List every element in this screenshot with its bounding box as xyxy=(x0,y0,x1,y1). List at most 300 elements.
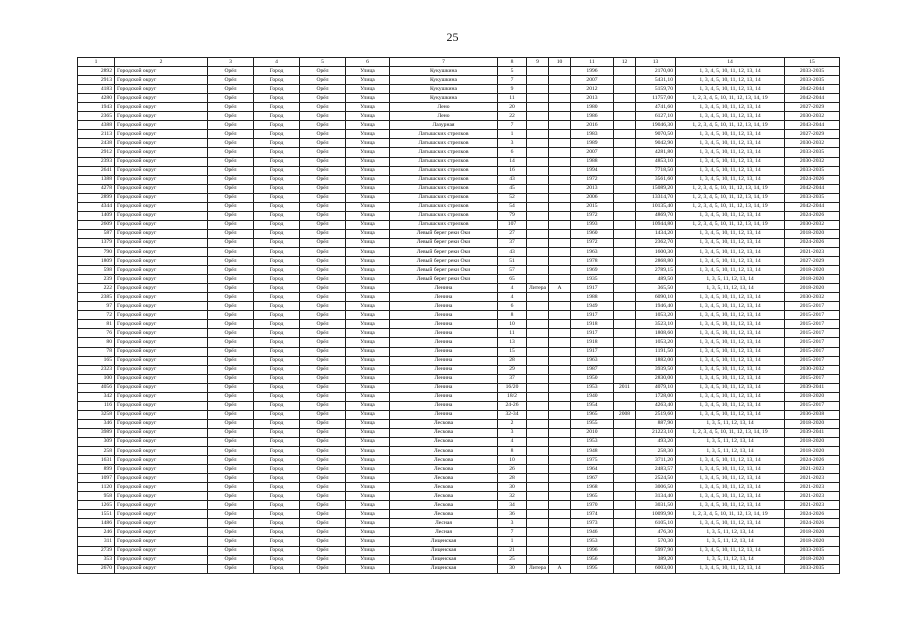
table-cell-col-10 xyxy=(549,184,571,193)
table-cell-col-15: 2039-2041 xyxy=(785,383,840,392)
table-cell-col-12 xyxy=(614,293,636,302)
table-cell-col-10: А xyxy=(549,284,571,293)
table-cell-col-15: 2033-2035 xyxy=(785,67,840,76)
table-cell-col-7: Латышских стрелков xyxy=(390,166,498,175)
table-cell-col-2: Городской округ xyxy=(115,410,208,419)
table-cell-col-1: 2393 xyxy=(78,157,115,166)
table-cell-col-12 xyxy=(614,320,636,329)
table-cell-col-14: 1, 3, 4, 5, 10, 11, 12, 13, 14 xyxy=(676,139,785,148)
table-cell-col-15: 2027-2029 xyxy=(785,257,840,266)
table-cell-col-13: 3711,20 xyxy=(636,456,676,465)
table-cell-col-1: 4280 xyxy=(78,94,115,103)
table-cell-col-7: Ленина xyxy=(390,347,498,356)
table-row xyxy=(78,247,840,256)
table-cell-col-1: 4278 xyxy=(78,184,115,193)
table-cell-col-10 xyxy=(549,175,571,184)
table-cell-col-2: Городской округ xyxy=(115,193,208,202)
table-cell-col-9 xyxy=(527,238,549,247)
table-cell-col-5: Орёл xyxy=(300,275,346,284)
table-cell-col-3: Орёл xyxy=(208,311,254,320)
table-cell-col-8: 10 xyxy=(498,456,527,465)
table-cell-col-7: Ленина xyxy=(390,338,498,347)
table-cell-col-5: Орёл xyxy=(300,193,346,202)
table-cell-col-8: 7 xyxy=(498,121,527,130)
table-cell-col-8: 43 xyxy=(498,247,527,256)
table-cell-col-8: 3 xyxy=(498,519,527,528)
table-cell-col-8: 32-34 xyxy=(498,410,527,419)
table-cell-col-2: Городской округ xyxy=(115,546,208,555)
table-cell-col-9 xyxy=(527,103,549,112)
table-cell-col-4: Город xyxy=(254,103,300,112)
table-cell-col-11: 1980 xyxy=(571,103,614,112)
table-cell-col-14: 1, 3, 5, 11, 12, 13, 14 xyxy=(676,555,785,564)
table-cell-col-15: 2027-2029 xyxy=(785,103,840,112)
table-cell-col-7: Ленина xyxy=(390,284,498,293)
table-cell-col-5: Орёл xyxy=(300,546,346,555)
table-cell-col-9 xyxy=(527,465,549,474)
table-cell-col-5: Орёл xyxy=(300,338,346,347)
table-cell-col-7: Кукушкина xyxy=(390,85,498,94)
table-cell-col-15: 2015-2017 xyxy=(785,320,840,329)
table-cell-col-13: 4263,40 xyxy=(636,401,676,410)
table-row xyxy=(78,356,840,365)
table-cell-col-7: Ленина xyxy=(390,311,498,320)
table-cell-col-9 xyxy=(527,419,549,428)
table-cell-col-7: Лескова xyxy=(390,501,498,510)
table-cell-col-3: Орёл xyxy=(208,211,254,220)
table-row xyxy=(78,184,840,193)
table-cell-col-11: 2013 xyxy=(571,94,614,103)
table-cell-col-14: 1, 3, 4, 5, 10, 11, 12, 13, 14 xyxy=(676,166,785,175)
table-cell-col-5: Орёл xyxy=(300,437,346,446)
table-cell-col-8: 79 xyxy=(498,211,527,220)
table-cell-col-14: 1, 3, 4, 5, 10, 11, 12, 13, 14 xyxy=(676,67,785,76)
table-cell-col-11: 1989 xyxy=(571,139,614,148)
table-cell-col-1: 4183 xyxy=(78,85,115,94)
table-cell-col-6: Улица xyxy=(346,419,390,428)
table-cell-col-2: Городской округ xyxy=(115,338,208,347)
table-cell-col-12 xyxy=(614,492,636,501)
table-cell-col-7: Латышских стрелков xyxy=(390,148,498,157)
table-cell-col-1: 346 xyxy=(78,419,115,428)
table-cell-col-15: 2018-2020 xyxy=(785,392,840,401)
column-header-2: 2 xyxy=(115,58,208,67)
table-cell-col-7: Латышских стрелков xyxy=(390,175,498,184)
table-cell-col-12 xyxy=(614,148,636,157)
table-cell-col-1: 222 xyxy=(78,284,115,293)
table-cell-col-2: Городской округ xyxy=(115,76,208,85)
table-cell-col-12 xyxy=(614,275,636,284)
table-cell-col-8: 25 xyxy=(498,555,527,564)
table-cell-col-2: Городской округ xyxy=(115,392,208,401)
table-cell-col-2: Городской округ xyxy=(115,148,208,157)
table-cell-col-11: 1972 xyxy=(571,238,614,247)
table-cell-col-2: Городской округ xyxy=(115,437,208,446)
table-cell-col-12 xyxy=(614,519,636,528)
table-cell-col-10 xyxy=(549,428,571,437)
table-cell-col-15: 2015-2017 xyxy=(785,302,840,311)
table-cell-col-10 xyxy=(549,447,571,456)
table-cell-col-13: 1600,30 xyxy=(636,247,676,256)
table-cell-col-10 xyxy=(549,76,571,85)
table-cell-col-15: 2021-2023 xyxy=(785,492,840,501)
column-header-7: 7 xyxy=(390,58,498,67)
table-cell-col-3: Орёл xyxy=(208,320,254,329)
table-cell-col-11: 1995 xyxy=(571,564,614,573)
table-cell-col-1: 1486 xyxy=(78,519,115,528)
table-cell-col-2: Городской округ xyxy=(115,311,208,320)
table-cell-col-2: Городской округ xyxy=(115,202,208,211)
table-cell-col-2: Городской округ xyxy=(115,157,208,166)
column-header-6: 6 xyxy=(346,58,390,67)
table-cell-col-11: 1917 xyxy=(571,311,614,320)
table-cell-col-15: 2030-2032 xyxy=(785,293,840,302)
table-cell-col-5: Орёл xyxy=(300,139,346,148)
table-cell-col-1: 958 xyxy=(78,492,115,501)
table-cell-col-1: 80 xyxy=(78,338,115,347)
table-cell-col-9 xyxy=(527,474,549,483)
table-cell-col-14: 1, 3, 4, 5, 10, 11, 12, 13, 14 xyxy=(676,257,785,266)
table-cell-col-6: Улица xyxy=(346,392,390,401)
table-cell-col-3: Орёл xyxy=(208,564,254,573)
table-cell-col-6: Улица xyxy=(346,229,390,238)
table-cell-col-15: 2018-2020 xyxy=(785,537,840,546)
table-cell-col-13: 4869,70 xyxy=(636,211,676,220)
table-cell-col-15: 2024-2026 xyxy=(785,175,840,184)
table-cell-col-4: Город xyxy=(254,76,300,85)
table-cell-col-2: Городской округ xyxy=(115,67,208,76)
table-cell-col-10 xyxy=(549,220,571,229)
table-cell-col-13: 10135,40 xyxy=(636,202,676,211)
table-cell-col-4: Город xyxy=(254,175,300,184)
table-cell-col-1: 2113 xyxy=(78,130,115,139)
table-cell-col-12 xyxy=(614,257,636,266)
table-cell-col-14: 1, 3, 4, 5, 10, 11, 12, 13, 14 xyxy=(676,85,785,94)
table-cell-col-12 xyxy=(614,401,636,410)
table-cell-col-6: Улица xyxy=(346,293,390,302)
table-cell-col-10 xyxy=(549,211,571,220)
table-cell-col-12 xyxy=(614,302,636,311)
table-cell-col-9 xyxy=(527,166,549,175)
table-cell-col-11: 1946 xyxy=(571,528,614,537)
table-row xyxy=(78,338,840,347)
table-cell-col-15: 2015-2017 xyxy=(785,347,840,356)
table-cell-col-9 xyxy=(527,510,549,519)
table-cell-col-5: Орёл xyxy=(300,112,346,121)
table-cell-col-5: Орёл xyxy=(300,247,346,256)
table-cell-col-7: Левый берег реки Оки xyxy=(390,266,498,275)
table-row xyxy=(78,229,840,238)
table-cell-col-5: Орёл xyxy=(300,157,346,166)
table-cell-col-6: Улица xyxy=(346,175,390,184)
table-cell-col-15: 2033-2035 xyxy=(785,76,840,85)
table-cell-col-8: 27 xyxy=(498,229,527,238)
table-cell-col-13: 5431,10 xyxy=(636,76,676,85)
table-cell-col-1: 1120 xyxy=(78,483,115,492)
table-row xyxy=(78,474,840,483)
table-cell-col-12 xyxy=(614,229,636,238)
table-cell-col-12 xyxy=(614,139,636,148)
table-row xyxy=(78,130,840,139)
table-cell-col-2: Городской округ xyxy=(115,474,208,483)
table-cell-col-7: Кукушкина xyxy=(390,94,498,103)
table-cell-col-8: 9 xyxy=(498,85,527,94)
table-cell-col-7: Лазурная xyxy=(390,121,498,130)
table-cell-col-12 xyxy=(614,365,636,374)
table-cell-col-15: 2021-2023 xyxy=(785,501,840,510)
table-cell-col-11: 1918 xyxy=(571,320,614,329)
table-cell-col-8: 21 xyxy=(498,546,527,555)
table-cell-col-4: Город xyxy=(254,247,300,256)
table-cell-col-10 xyxy=(549,537,571,546)
table-cell-col-9 xyxy=(527,112,549,121)
table-cell-col-14: 1, 3, 5, 11, 12, 13, 14 xyxy=(676,284,785,293)
table-cell-col-12 xyxy=(614,130,636,139)
table-cell-col-13: 365,50 xyxy=(636,284,676,293)
table-row xyxy=(78,275,840,284)
table-cell-col-10 xyxy=(549,229,571,238)
table-cell-col-6: Улица xyxy=(346,85,390,94)
table-cell-col-5: Орёл xyxy=(300,94,346,103)
table-cell-col-9 xyxy=(527,211,549,220)
table-cell-col-4: Город xyxy=(254,211,300,220)
table-cell-col-9 xyxy=(527,528,549,537)
table-cell-col-1: 239 xyxy=(78,275,115,284)
table-cell-col-9 xyxy=(527,365,549,374)
table-cell-col-14: 1, 2, 3, 4, 5, 10, 11, 12, 13, 14, 19 xyxy=(676,220,785,229)
table-cell-col-15: 2018-2020 xyxy=(785,275,840,284)
column-header-4: 4 xyxy=(254,58,300,67)
table-cell-col-11: 1973 xyxy=(571,519,614,528)
table-cell-col-10 xyxy=(549,356,571,365)
table-cell-col-2: Городской округ xyxy=(115,94,208,103)
table-cell-col-13: 9070,50 xyxy=(636,130,676,139)
table-cell-col-4: Город xyxy=(254,356,300,365)
table-cell-col-13: 258,30 xyxy=(636,447,676,456)
table-row xyxy=(78,419,840,428)
table-cell-col-11: 1963 xyxy=(571,356,614,365)
table-cell-col-3: Орёл xyxy=(208,410,254,419)
table-cell-col-6: Улица xyxy=(346,374,390,383)
table-cell-col-12 xyxy=(614,456,636,465)
table-cell-col-11: 1940 xyxy=(571,392,614,401)
table-cell-col-10 xyxy=(549,501,571,510)
table-cell-col-13: 9042,90 xyxy=(636,139,676,148)
table-cell-col-9 xyxy=(527,184,549,193)
table-cell-col-1: 1631 xyxy=(78,456,115,465)
table-cell-col-7: Левый берег реки Оки xyxy=(390,257,498,266)
table-cell-col-4: Город xyxy=(254,465,300,474)
table-cell-col-5: Орёл xyxy=(300,392,346,401)
table-cell-col-7: Ленина xyxy=(390,374,498,383)
table-row xyxy=(78,537,840,546)
table-cell-col-5: Орёл xyxy=(300,483,346,492)
table-cell-col-3: Орёл xyxy=(208,166,254,175)
table-cell-col-13: 1191,50 xyxy=(636,347,676,356)
table-cell-col-13: 476,30 xyxy=(636,528,676,537)
table-cell-col-9 xyxy=(527,220,549,229)
table-cell-col-9 xyxy=(527,356,549,365)
table-cell-col-7: Ленина xyxy=(390,383,498,392)
table-cell-col-1: 2438 xyxy=(78,139,115,148)
table-cell-col-1: 2365 xyxy=(78,112,115,121)
table-cell-col-11: 1983 xyxy=(571,130,614,139)
table-cell-col-6: Улица xyxy=(346,103,390,112)
table-cell-col-15: 2018-2020 xyxy=(785,555,840,564)
table-cell-col-1: 258 xyxy=(78,447,115,456)
table-cell-col-15: 2042-2044 xyxy=(785,94,840,103)
table-cell-col-5: Орёл xyxy=(300,130,346,139)
table-cell-col-12 xyxy=(614,211,636,220)
table-cell-col-11: 1956 xyxy=(571,555,614,564)
page-number: 25 xyxy=(446,30,459,44)
table-cell-col-5: Орёл xyxy=(300,284,346,293)
table-cell-col-13: 1053,20 xyxy=(636,338,676,347)
table-cell-col-1: 899 xyxy=(78,465,115,474)
table-cell-col-6: Улица xyxy=(346,166,390,175)
table-row xyxy=(78,555,840,564)
table-cell-col-1: 2899 xyxy=(78,193,115,202)
table-cell-col-5: Орёл xyxy=(300,329,346,338)
table-cell-col-9 xyxy=(527,392,549,401)
table-cell-col-7: Ленина xyxy=(390,365,498,374)
table-cell-col-8: 32 xyxy=(498,492,527,501)
table-cell-col-13: 489,50 xyxy=(636,275,676,284)
column-header-3: 3 xyxy=(208,58,254,67)
table-cell-col-10 xyxy=(549,67,571,76)
table-cell-col-1: 97 xyxy=(78,302,115,311)
table-cell-col-15: 2015-2017 xyxy=(785,374,840,383)
table-cell-col-2: Городской округ xyxy=(115,528,208,537)
table-cell-col-4: Город xyxy=(254,166,300,175)
table-cell-col-6: Улица xyxy=(346,157,390,166)
table-cell-col-10 xyxy=(549,166,571,175)
table-cell-col-7: Лескова xyxy=(390,419,498,428)
table-cell-col-13: 2868,80 xyxy=(636,257,676,266)
table-cell-col-14: 1, 3, 5, 11, 12, 13, 14 xyxy=(676,528,785,537)
table-cell-col-5: Орёл xyxy=(300,85,346,94)
table-cell-col-10 xyxy=(549,456,571,465)
table-cell-col-3: Орёл xyxy=(208,383,254,392)
table-row xyxy=(78,284,840,293)
table-cell-col-3: Орёл xyxy=(208,347,254,356)
table-cell-col-3: Орёл xyxy=(208,537,254,546)
table-cell-col-13: 493,20 xyxy=(636,437,676,446)
table-cell-col-8: 11 xyxy=(498,94,527,103)
table-cell-col-15: 2036-2038 xyxy=(785,410,840,419)
table-cell-col-11: 1960 xyxy=(571,229,614,238)
table-cell-col-2: Городской округ xyxy=(115,275,208,284)
table-cell-col-14: 1, 2, 3, 4, 5, 10, 11, 12, 13, 14, 19 xyxy=(676,193,785,202)
table-cell-col-11: 2013 xyxy=(571,184,614,193)
table-cell-col-15: 2015-2017 xyxy=(785,401,840,410)
column-header-5: 5 xyxy=(300,58,346,67)
table-cell-col-8: 30 xyxy=(498,564,527,573)
table-cell-col-2: Городской округ xyxy=(115,229,208,238)
table-cell-col-3: Орёл xyxy=(208,94,254,103)
table-cell-col-14: 1, 3, 4, 5, 10, 11, 12, 13, 14 xyxy=(676,103,785,112)
table-cell-col-4: Город xyxy=(254,410,300,419)
table-cell-col-10 xyxy=(549,257,571,266)
table-cell-col-2: Городской округ xyxy=(115,564,208,573)
table-cell-col-10 xyxy=(549,157,571,166)
table-cell-col-6: Улица xyxy=(346,510,390,519)
table-cell-col-8: 1 xyxy=(498,130,527,139)
table-cell-col-1: 1943 xyxy=(78,103,115,112)
table-cell-col-3: Орёл xyxy=(208,447,254,456)
table-cell-col-5: Орёл xyxy=(300,428,346,437)
column-header-12: 12 xyxy=(614,58,636,67)
table-cell-col-2: Городской округ xyxy=(115,356,208,365)
table-cell-col-9 xyxy=(527,76,549,85)
table-cell-col-14: 1, 3, 4, 5, 10, 11, 12, 13, 14 xyxy=(676,347,785,356)
table-cell-col-14: 1, 2, 3, 4, 5, 10, 11, 12, 13, 14, 19 xyxy=(676,510,785,519)
table-cell-col-12 xyxy=(614,419,636,428)
table-cell-col-5: Орёл xyxy=(300,401,346,410)
column-number-row xyxy=(78,58,840,67)
table-cell-col-3: Орёл xyxy=(208,492,254,501)
table-cell-col-5: Орёл xyxy=(300,419,346,428)
table-cell-col-5: Орёл xyxy=(300,211,346,220)
table-cell-col-11: 1918 xyxy=(571,338,614,347)
table-cell-col-13: 2170,00 xyxy=(636,67,676,76)
table-cell-col-7: Ленина xyxy=(390,302,498,311)
table-cell-col-7: Лескова xyxy=(390,437,498,446)
table-cell-col-9 xyxy=(527,501,549,510)
table-cell-col-10 xyxy=(549,121,571,130)
table-cell-col-6: Улица xyxy=(346,546,390,555)
table-cell-col-11: 1967 xyxy=(571,474,614,483)
table-cell-col-6: Улица xyxy=(346,447,390,456)
table-cell-col-12 xyxy=(614,329,636,338)
table-cell-col-12 xyxy=(614,537,636,546)
table-cell-col-8: 2 xyxy=(498,419,527,428)
table-cell-col-12 xyxy=(614,94,636,103)
table-cell-col-7: Ленина xyxy=(390,401,498,410)
table-cell-col-13: 1946,40 xyxy=(636,302,676,311)
table-row xyxy=(78,94,840,103)
table-cell-col-11: 1974 xyxy=(571,510,614,519)
table-cell-col-2: Городской округ xyxy=(115,302,208,311)
table-cell-col-12 xyxy=(614,356,636,365)
table-cell-col-13: 1808,60 xyxy=(636,329,676,338)
table-cell-col-11: 2007 xyxy=(571,148,614,157)
table-cell-col-10 xyxy=(549,112,571,121)
table-cell-col-12 xyxy=(614,437,636,446)
table-cell-col-11: 1953 xyxy=(571,537,614,546)
table-cell-col-15: 2033-2035 xyxy=(785,564,840,573)
table-cell-col-13: 11757,00 xyxy=(636,94,676,103)
table-cell-col-1: 100 xyxy=(78,374,115,383)
table-cell-col-11: 1965 xyxy=(571,492,614,501)
table-cell-col-11: 1917 xyxy=(571,329,614,338)
table-cell-col-7: Ленина xyxy=(390,293,498,302)
table-cell-col-13: 3523,10 xyxy=(636,320,676,329)
table-cell-col-6: Улица xyxy=(346,148,390,157)
table-cell-col-15: 2024-2026 xyxy=(785,211,840,220)
table-row xyxy=(78,103,840,112)
table-cell-col-3: Орёл xyxy=(208,401,254,410)
table-cell-col-3: Орёл xyxy=(208,419,254,428)
table-cell-col-12 xyxy=(614,112,636,121)
table-cell-col-4: Город xyxy=(254,519,300,528)
table-cell-col-3: Орёл xyxy=(208,374,254,383)
table-cell-col-13: 6105,10 xyxy=(636,519,676,528)
table-cell-col-15: 2033-2035 xyxy=(785,193,840,202)
table-cell-col-14: 1, 3, 4, 5, 10, 11, 12, 13, 14 xyxy=(676,365,785,374)
table-cell-col-14: 1, 3, 4, 5, 10, 11, 12, 13, 14 xyxy=(676,302,785,311)
table-cell-col-4: Город xyxy=(254,275,300,284)
